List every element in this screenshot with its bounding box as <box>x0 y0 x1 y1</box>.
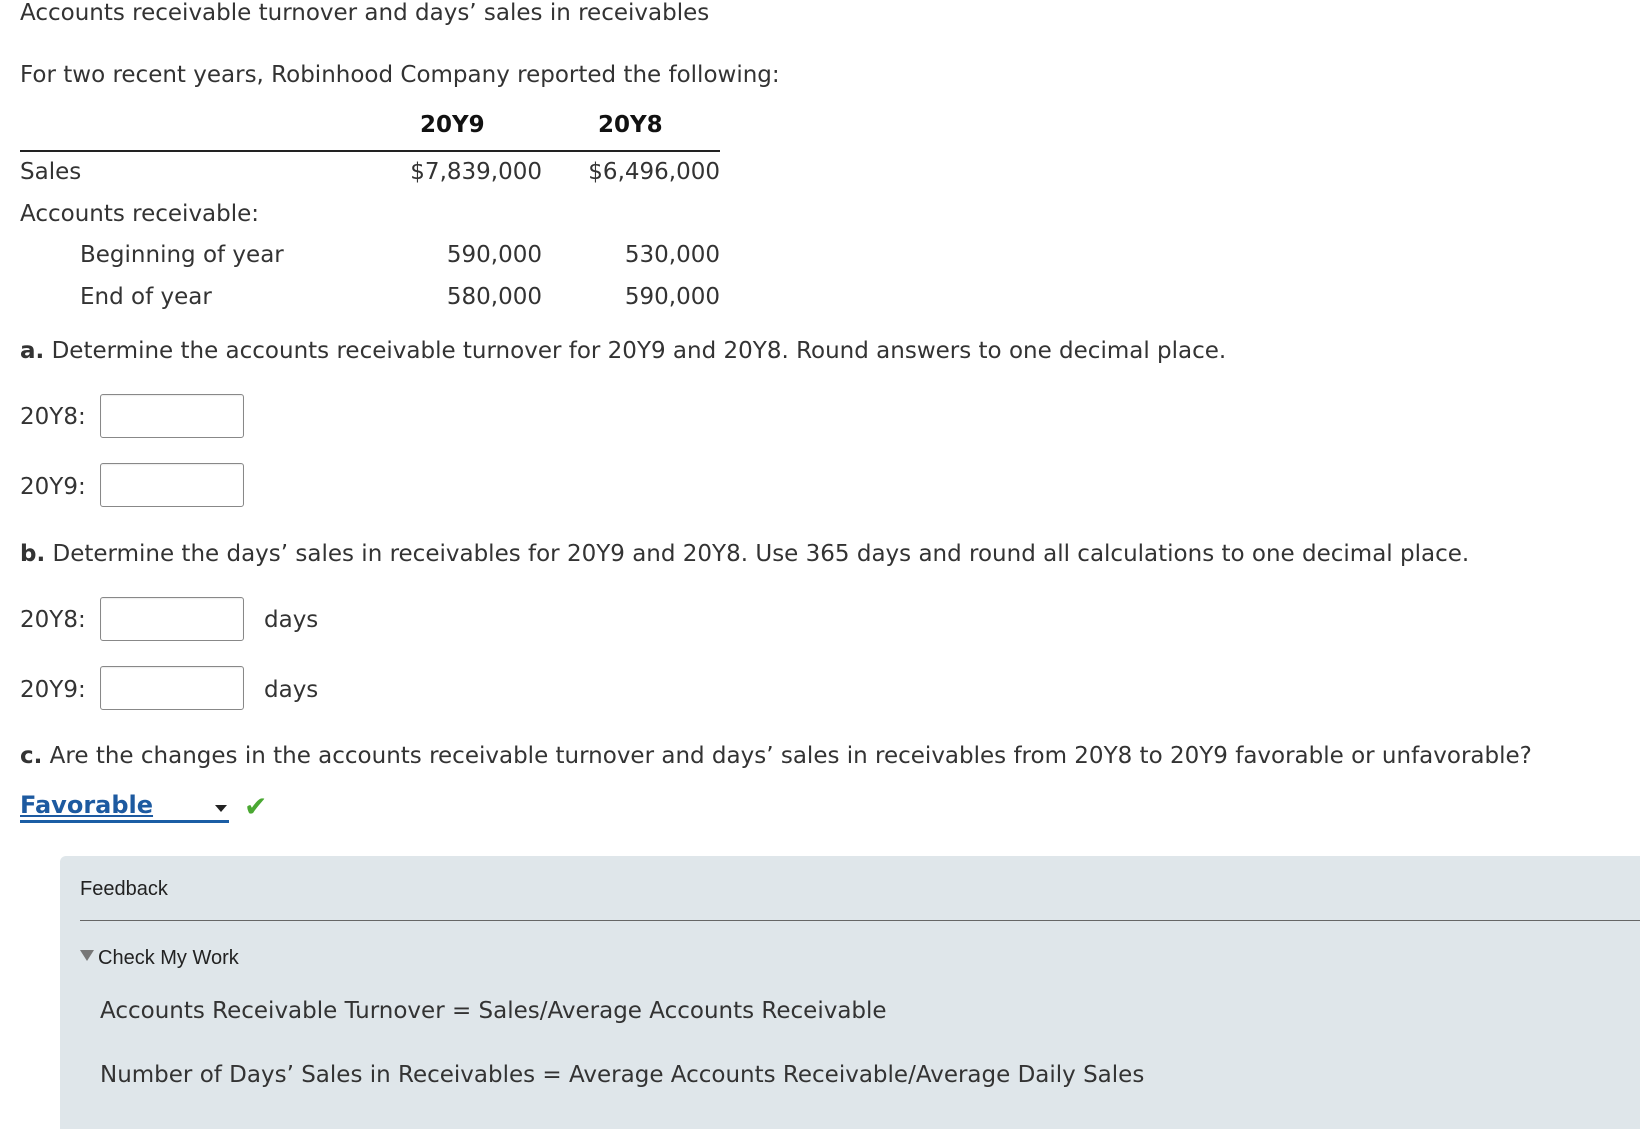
end-20y9: 580,000 <box>446 284 542 310</box>
row-label-sales: Sales <box>20 159 82 185</box>
check-my-work-toggle[interactable] <box>80 947 239 970</box>
sales-20y9: $7,839,000 <box>410 159 542 185</box>
turnover-20y8-input[interactable] <box>100 394 244 438</box>
row-label-beginning: Beginning of year <box>80 242 284 268</box>
header-divider <box>20 150 720 152</box>
row-label-end: End of year <box>80 284 212 310</box>
b-unit-20y8: days <box>264 607 319 633</box>
b-unit-20y9: days <box>264 677 319 703</box>
sales-20y8: $6,496,000 <box>588 159 720 185</box>
triangle-down-icon <box>80 950 94 961</box>
turnover-20y9-input[interactable] <box>100 463 244 507</box>
col-header-20y9: 20Y9 <box>420 112 485 138</box>
question-c <box>20 741 1532 771</box>
col-header-20y8: 20Y8 <box>598 112 663 138</box>
feedback-divider <box>80 920 1640 921</box>
question-a-letter: a. <box>20 338 45 364</box>
chevron-down-icon <box>215 805 227 812</box>
question-c-letter: c. <box>20 743 43 769</box>
page-title: Accounts receivable turnover and days’ sales in receivables <box>20 0 710 26</box>
check-my-work-label: Check My Work <box>98 947 239 969</box>
days-sales-20y8-input[interactable] <box>100 597 244 641</box>
question-c-text: Are the changes in the accounts receivable turnover and days’ sales in receivables from 20Y8 to 20Y9 favorable or unfavorable? <box>42 743 1532 769</box>
feedback-formula-days-sales: Number of Days’ Sales in Receivables = Average Accounts Receivable/Average Daily Sales <box>100 1062 1145 1088</box>
problem-intro: For two recent years, Robinhood Company reported the following: <box>20 62 780 88</box>
feedback-formula-turnover: Accounts Receivable Turnover = Sales/Average Accounts Receivable <box>100 998 887 1024</box>
question-a-text: Determine the accounts receivable turnover for 20Y9 and 20Y8. Round answers to one decimal place. <box>44 338 1227 364</box>
b-label-20y9: 20Y9: <box>20 677 86 703</box>
feedback-panel <box>60 856 1640 1129</box>
question-b-letter: b. <box>20 541 46 567</box>
end-20y8: 590,000 <box>624 284 720 310</box>
question-a <box>20 336 1226 366</box>
favorability-selected-value: Favorable <box>20 791 154 819</box>
feedback-title: Feedback <box>80 878 168 900</box>
checkmark-icon: ✔ <box>244 790 268 823</box>
beginning-20y8: 530,000 <box>624 242 720 268</box>
beginning-20y9: 590,000 <box>446 242 542 268</box>
question-b-text: Determine the days’ sales in receivables for 20Y9 and 20Y8. Use 365 days and round all calculations to one decimal place. <box>45 541 1470 567</box>
days-sales-20y9-input[interactable] <box>100 666 244 710</box>
a-label-20y9: 20Y9: <box>20 474 86 500</box>
row-label-accounts-receivable: Accounts receivable: <box>20 201 260 227</box>
favorability-select[interactable] <box>20 791 229 823</box>
b-label-20y8: 20Y8: <box>20 607 86 633</box>
a-label-20y8: 20Y8: <box>20 404 86 430</box>
question-b <box>20 539 1469 569</box>
